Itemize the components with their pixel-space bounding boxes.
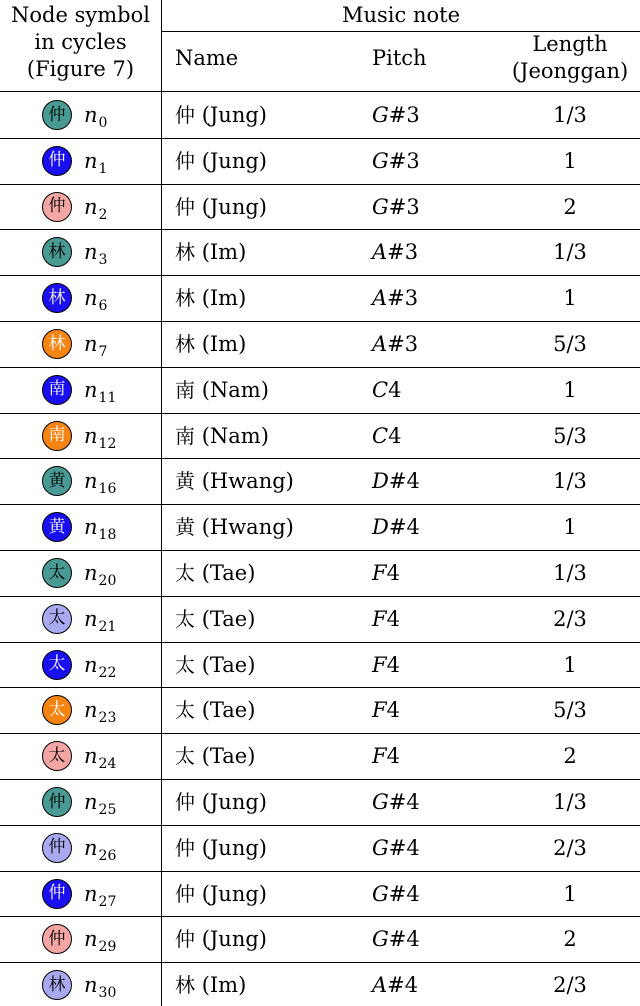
note-pitch: [372, 148, 420, 174]
note-pitch: [372, 560, 400, 586]
note-romanized: (Nam): [201, 377, 269, 402]
note-name: [175, 606, 255, 632]
note-romanized: (Tae): [201, 606, 256, 631]
note-pitch: [372, 606, 400, 632]
note-romanized: (Jung): [201, 927, 267, 952]
note-length: 1/3: [553, 103, 587, 127]
node-label-subscript: 30: [98, 985, 117, 1002]
note-pitch: [372, 926, 420, 952]
pitch-letter: G#: [372, 194, 407, 219]
row-rule: [0, 733, 640, 734]
note-hanja: 太: [175, 698, 195, 723]
row-rule: [0, 413, 640, 414]
pitch-letter: C: [372, 377, 389, 402]
pitch-octave: 4: [386, 606, 400, 631]
node-label: [84, 881, 116, 915]
node-label: [84, 102, 107, 136]
pitch-letter: F: [372, 561, 387, 585]
node-label-base: n: [84, 835, 98, 860]
node-symbol-circle: 南: [42, 375, 72, 405]
pitch-letter: G#: [372, 835, 407, 860]
note-length: 5/3: [553, 332, 587, 356]
node-label-base: n: [84, 240, 98, 265]
note-length: 1/3: [553, 790, 587, 814]
note-length: 2: [563, 194, 577, 219]
note-hanja: 林: [175, 332, 195, 356]
header-node-symbol-line-3: (Figure 7): [26, 57, 135, 81]
node-label-subscript: 3: [98, 252, 108, 269]
note-name: [175, 514, 294, 540]
node-label-base: n: [84, 515, 98, 540]
note-hanja: 太: [175, 652, 195, 677]
note-romanized: (Nam): [201, 423, 269, 448]
note-romanized: (Im): [201, 286, 247, 311]
note-hanja: 南: [175, 377, 195, 402]
note-hanja: 仲: [175, 835, 195, 860]
row-rule: [0, 916, 640, 917]
row-rule: [0, 504, 640, 505]
node-label-base: n: [84, 561, 98, 585]
note-hanja: 仲: [175, 148, 195, 173]
header-length: [500, 31, 640, 85]
row-rule: [0, 321, 640, 322]
note-hanja: 仲: [175, 790, 195, 814]
node-symbol-circle: 太: [42, 558, 72, 588]
note-name: [175, 194, 267, 220]
node-label: [84, 926, 116, 960]
pitch-octave: 3: [404, 332, 419, 356]
note-name: [175, 102, 267, 128]
note-hanja: 林: [175, 286, 195, 311]
note-pitch: [372, 972, 418, 998]
note-length: 2: [563, 744, 577, 769]
header-length-line-1: Length: [532, 32, 608, 56]
note-romanized: (Jung): [201, 103, 267, 127]
node-symbol-circle: 仲: [42, 192, 72, 222]
note-hanja: 黄: [175, 515, 195, 540]
node-label-subscript: 18: [98, 527, 117, 544]
pitch-octave: 4: [388, 377, 402, 402]
node-label: [84, 697, 116, 731]
node-label-base: n: [84, 194, 98, 219]
node-symbol-circle: 仲: [42, 100, 72, 130]
node-symbol-circle: 林: [42, 283, 72, 313]
pitch-octave: 4: [386, 744, 400, 769]
note-pitch: [372, 697, 400, 723]
pitch-letter: A#: [372, 332, 405, 356]
node-label: [84, 377, 116, 411]
node-symbol-circle: 太: [42, 741, 72, 771]
note-name: [175, 743, 255, 769]
note-pitch: [372, 102, 420, 128]
row-rule: [0, 642, 640, 643]
node-label-subscript: 12: [98, 435, 117, 452]
pitch-octave: 4: [388, 423, 402, 448]
note-length: 1: [563, 377, 577, 402]
note-length: 2/3: [553, 973, 587, 998]
node-label: [84, 331, 107, 365]
node-symbol-circle: 仲: [42, 787, 72, 817]
note-pitch: [372, 194, 420, 220]
node-label-subscript: 0: [98, 115, 108, 131]
node-label-subscript: 25: [98, 802, 117, 818]
header-node-symbol-line-2: in cycles: [34, 30, 127, 54]
pitch-letter: F: [372, 744, 387, 769]
note-hanja: 南: [175, 423, 195, 448]
node-symbol-circle: 太: [42, 695, 72, 725]
row-rule: [0, 275, 640, 276]
node-label: [84, 972, 116, 1006]
node-label-subscript: 6: [98, 298, 108, 315]
note-pitch: [372, 239, 418, 265]
node-symbol-circle: 林: [42, 237, 72, 267]
node-symbol-circle: 黄: [42, 466, 72, 496]
node-label-subscript: 21: [98, 618, 117, 635]
note-pitch: [372, 881, 420, 907]
note-length: 1: [563, 148, 577, 173]
node-label-base: n: [84, 606, 98, 631]
pitch-octave: 4: [406, 881, 420, 906]
node-label-base: n: [84, 148, 98, 173]
note-romanized: (Tae): [201, 698, 256, 723]
note-hanja: 黄: [175, 469, 195, 494]
note-name: [175, 285, 246, 311]
pitch-octave: 4: [386, 698, 400, 723]
note-hanja: 仲: [175, 927, 195, 952]
pitch-octave: 4: [406, 835, 420, 860]
note-name: [175, 377, 269, 403]
row-rule: [0, 871, 640, 872]
node-label: [84, 560, 116, 594]
pitch-letter: G#: [372, 148, 407, 173]
node-label-subscript: 16: [98, 481, 117, 498]
node-symbol-circle: 仲: [42, 924, 72, 954]
pitch-octave: 3: [404, 240, 419, 265]
node-label: [84, 789, 116, 823]
note-length: 5/3: [553, 423, 587, 448]
note-romanized: (Jung): [201, 835, 267, 860]
header-music-note: Music note: [342, 3, 460, 27]
node-label-subscript: 1: [98, 160, 108, 177]
row-rule: [0, 458, 640, 459]
pitch-letter: G#: [372, 790, 407, 814]
note-pitch: [372, 377, 401, 403]
note-length: 1: [563, 652, 577, 677]
node-symbol-circle: 南: [42, 421, 72, 451]
node-label-base: n: [84, 652, 98, 677]
pitch-letter: D#: [372, 515, 407, 540]
note-name: [175, 697, 255, 723]
pitch-letter: A#: [372, 973, 405, 998]
pitch-letter: G#: [372, 927, 407, 952]
node-label: [84, 652, 116, 686]
node-label-subscript: 20: [98, 573, 117, 589]
note-pitch: [372, 789, 420, 815]
note-romanized: (Tae): [201, 652, 256, 677]
node-label: [84, 514, 116, 548]
note-name: [175, 423, 269, 449]
pitch-letter: D#: [372, 469, 407, 494]
note-hanja: 林: [175, 240, 195, 265]
node-label-base: n: [84, 973, 98, 998]
note-name: [175, 652, 255, 678]
note-length: 1/3: [553, 561, 587, 585]
note-length: 1: [563, 515, 577, 540]
pitch-octave: 3: [406, 148, 420, 173]
note-hanja: 仲: [175, 194, 195, 219]
note-pitch: [372, 468, 420, 494]
header-node-symbol-line-1: Node symbol: [11, 3, 150, 27]
node-symbol-circle: 仲: [42, 879, 72, 909]
note-hanja: 仲: [175, 103, 195, 127]
node-label-subscript: 24: [98, 756, 117, 773]
node-label-base: n: [84, 881, 98, 906]
pitch-octave: 4: [406, 469, 420, 494]
node-label-subscript: 29: [98, 939, 117, 956]
note-length: 2/3: [553, 835, 587, 860]
node-label: [84, 423, 116, 457]
note-length: 2/3: [553, 606, 587, 631]
node-label-base: n: [84, 332, 98, 356]
node-symbol-circle: 仲: [42, 833, 72, 863]
note-pitch: [372, 514, 420, 540]
row-rule: [0, 687, 640, 688]
row-rule: [0, 367, 640, 368]
note-name: [175, 835, 267, 861]
row-rule: [0, 962, 640, 963]
note-hanja: 仲: [175, 881, 195, 906]
node-label-subscript: 22: [98, 664, 117, 681]
note-pitch: [372, 423, 401, 449]
pitch-octave: 4: [386, 652, 400, 677]
node-label: [84, 285, 107, 319]
note-hanja: 太: [175, 606, 195, 631]
node-label-base: n: [84, 377, 98, 402]
note-name: [175, 148, 267, 174]
note-pitch: [372, 331, 418, 357]
note-name: [175, 239, 246, 265]
note-name: [175, 972, 246, 998]
node-label-subscript: 27: [98, 893, 117, 910]
note-romanized: (Im): [201, 240, 247, 265]
note-length: 1: [563, 286, 577, 311]
pitch-letter: A#: [372, 240, 405, 265]
node-label-base: n: [84, 790, 98, 814]
row-rule: [0, 825, 640, 826]
pitch-letter: F: [372, 698, 387, 723]
pitch-octave: 3: [406, 103, 420, 127]
node-label: [84, 239, 107, 273]
note-name: [175, 789, 267, 815]
node-label-subscript: 23: [98, 710, 117, 727]
note-name: [175, 881, 267, 907]
header-length-line-2: (Jeonggan): [511, 59, 629, 83]
pitch-octave: 3: [406, 194, 420, 219]
node-label-subscript: 11: [98, 389, 117, 406]
note-romanized: (Hwang): [201, 469, 294, 494]
node-label-base: n: [84, 103, 98, 127]
node-symbol-circle: 太: [42, 650, 72, 680]
pitch-octave: 3: [404, 286, 419, 311]
node-label-base: n: [84, 286, 98, 311]
node-symbol-circle: 仲: [42, 146, 72, 176]
row-rule: [0, 138, 640, 139]
note-romanized: (Hwang): [201, 515, 294, 540]
node-symbol-circle: 黄: [42, 512, 72, 542]
node-label-base: n: [84, 744, 98, 769]
node-label-subscript: 7: [98, 344, 108, 360]
row-rule: [0, 229, 640, 230]
note-pitch: [372, 835, 420, 861]
node-symbol-circle: 林: [42, 329, 72, 359]
pitch-letter: F: [372, 652, 387, 677]
header-rule: [0, 91, 640, 92]
note-length: 1/3: [553, 240, 587, 265]
note-name: [175, 926, 267, 952]
row-rule: [0, 779, 640, 780]
row-rule: [0, 184, 640, 185]
note-romanized: (Tae): [201, 561, 256, 585]
row-rule: [0, 596, 640, 597]
note-romanized: (Jung): [201, 148, 267, 173]
header-node-symbol: [0, 2, 161, 83]
column-divider: [161, 0, 162, 1006]
node-label-base: n: [84, 698, 98, 723]
node-label: [84, 194, 107, 228]
note-length: 5/3: [553, 698, 587, 723]
note-length: 1: [563, 881, 577, 906]
pitch-letter: G#: [372, 881, 407, 906]
row-rule: [0, 550, 640, 551]
note-hanja: 太: [175, 744, 195, 769]
pitch-octave: 4: [386, 561, 400, 585]
header-pitch: Pitch: [372, 46, 427, 70]
note-length: 2: [563, 927, 577, 952]
node-symbol-circle: 林: [42, 970, 72, 1000]
pitch-octave: 4: [404, 973, 419, 998]
node-label: [84, 743, 116, 777]
pitch-letter: A#: [372, 286, 405, 311]
note-romanized: (Tae): [201, 744, 256, 769]
pitch-letter: G#: [372, 103, 407, 127]
pitch-letter: F: [372, 606, 387, 631]
node-label: [84, 468, 116, 502]
note-pitch: [372, 652, 400, 678]
note-hanja: 林: [175, 973, 195, 998]
node-label: [84, 606, 116, 640]
pitch-octave: 4: [406, 515, 420, 540]
note-romanized: (Jung): [201, 194, 267, 219]
node-label: [84, 148, 107, 182]
note-romanized: (Im): [201, 973, 247, 998]
note-name: [175, 331, 246, 357]
note-romanized: (Jung): [201, 881, 267, 906]
note-romanized: (Jung): [201, 790, 267, 814]
note-pitch: [372, 743, 400, 769]
node-label-subscript: 2: [98, 206, 108, 223]
node-label-base: n: [84, 927, 98, 952]
note-name: [175, 560, 255, 586]
header-name: Name: [175, 46, 239, 70]
node-symbol-circle: 太: [42, 604, 72, 634]
node-label-subscript: 26: [98, 847, 117, 864]
note-name: [175, 468, 294, 494]
note-length: 1/3: [553, 469, 587, 494]
pitch-letter: C: [372, 423, 389, 448]
pitch-octave: 4: [406, 790, 420, 814]
note-pitch: [372, 285, 418, 311]
node-label-base: n: [84, 469, 98, 494]
node-label-base: n: [84, 423, 98, 448]
note-romanized: (Im): [201, 332, 247, 356]
pitch-octave: 4: [406, 927, 420, 952]
note-hanja: 太: [175, 561, 195, 585]
node-label: [84, 835, 116, 869]
